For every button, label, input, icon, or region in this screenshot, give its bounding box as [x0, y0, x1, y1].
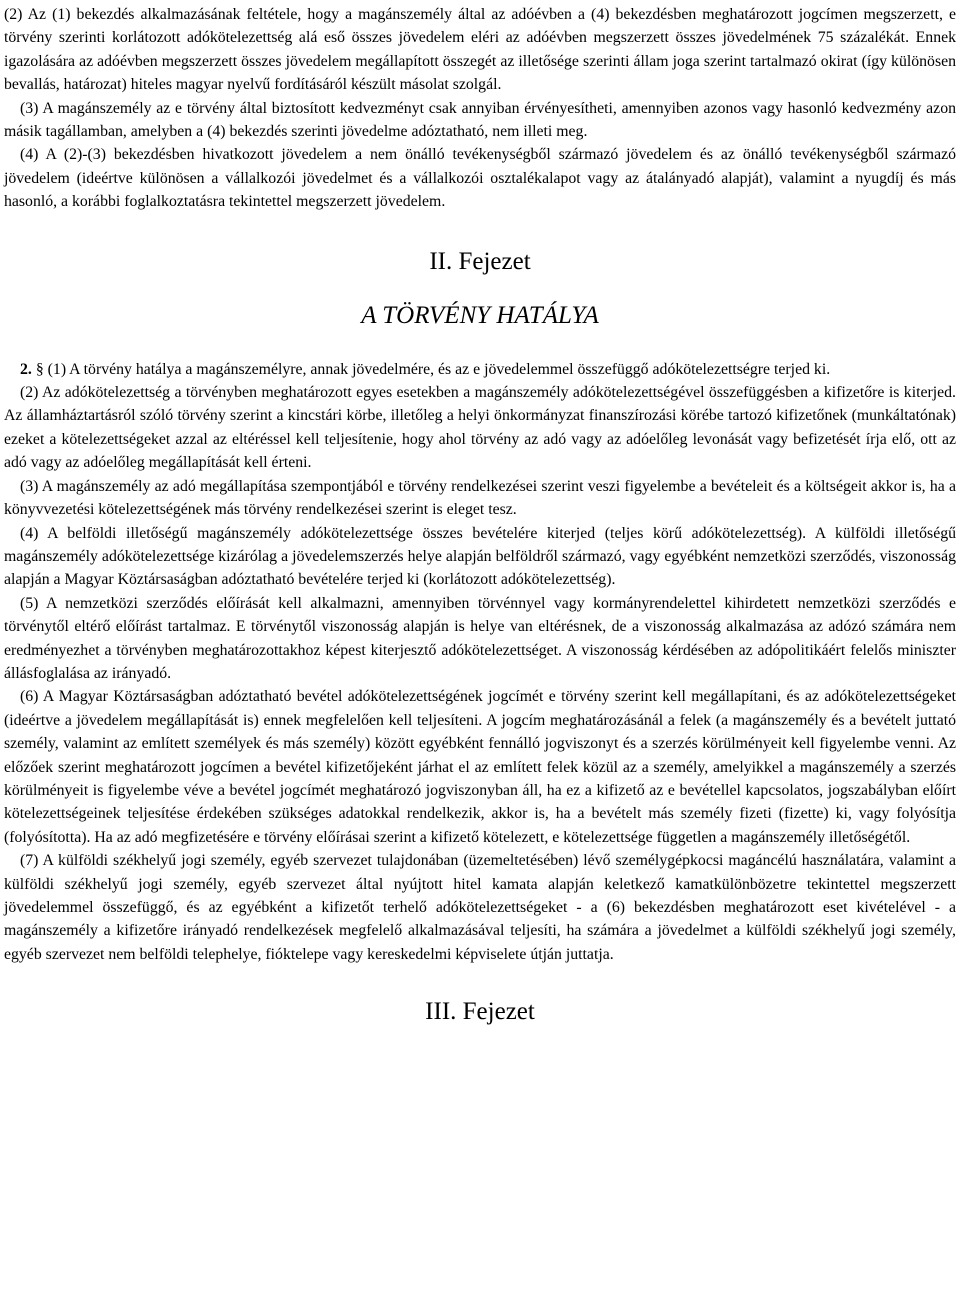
section-2-paragraph-5: (5) A nemzetközi szerződés előírását kell alkalmazni, amennyiben törvénnyel vagy kormányrendelettel kihirdetett nemzetközi szerződés e törvénytől eltérő előírást tartalmaz. E törvénytől viszonosság alapján is helye van eltérésnek, de a viszonosság alkalmazása az adózó számára nem eredményezhet a törvényben meghatározottakhoz képest kiterjesztő adókötelezettséget. A viszonosság kérdésében az adópolitikáért felelős miniszter állásfoglalása az irányadó. — [4, 594, 956, 682]
section-2-paragraph-2: (2) Az adókötelezettség a törvényben meghatározott egyes esetekben a magánszemély adókötelezettségével összefüggésben a kifizetőre is kiterjed. Az államháztartásról szóló törvény szerint a kincstári körbe, illetőleg a helyi önkormányzat finanszírozási körébe tartozó kifizetőnek (munkáltatónak) ezeket a kötelezettségeket azzal az eltéréssel kell teljesítenie, hogy ahol törvény az adó vagy az adóelőleg levonását vagy befizetését írja elő, ott az adó vagy az adóelőleg megállapítását kell érteni. — [4, 384, 956, 472]
section-2-paragraph-1 — [4, 358, 956, 381]
paragraph-1-2: (2) Az (1) bekezdés alkalmazásának feltétele, hogy a magánszemély által az adóévben a (4) bekezdésben meghatározott jogcímen megszerzett, e törvény szerinti korlátozott adókötelezettség alá eső összes jövedelem eléri az adóévben megszerzett összes jövedelmének 75 százalékát. Ennek igazolására az adóévben megszerzett összes jövedelem megállapított összegét az illetősége szerinti állam joga szerint tartalmazó okirat (így különösen bevallás, határozat) hiteles magyar nyelvű fordításáról készült másolat szolgál. — [4, 6, 956, 94]
section-2-paragraph-4: (4) A belföldi illetőségű magánszemély adókötelezettsége összes bevételére kiterjed (teljes körű adókötelezettség). A külföldi illetőségű magánszemély adókötelezettsége kizárólag a jövedelemszerzés helye alapján belföldről származó, vagy egyébként nemzetközi szerződés, viszonosság alapján a Magyar Köztársaságban adóztatható bevételére terjed ki (korlátozott adókötelezettség). — [4, 524, 956, 589]
chapter-2-heading: II. Fejezet — [429, 247, 531, 275]
section-number: 2. — [20, 360, 32, 378]
section-2-1-text: (1) A törvény hatálya a magánszemélyre, annak jövedelmére, és az e jövedelemmel összefüggő adókötelezettségre terjed ki. — [47, 360, 831, 378]
paragraph-1-3: (3) A magánszemély az e törvény által biztosított kedvezményt csak annyiban érvényesítheti, amennyiben azonos vagy hasonló kedvezmény azon másik tagállamban, amelyben a (4) bekezdés szerinti jövedelme adóztatható, nem illeti meg. — [4, 99, 956, 141]
paragraph-1-4: (4) A (2)-(3) bekezdésben hivatkozott jövedelem a nem önálló tevékenységből származó jövedelem és az önálló tevékenységből származó jövedelem (ideértve különösen a vállalkozói jövedelmet és a vállalkozói osztalékalapot vagy az átalányadó alapját), valamint a nyugdíj és más hasonló, a korábbi foglalkoztatásra tekintettel megszerzett jövedelem. — [4, 146, 956, 211]
section-symbol: § — [35, 360, 44, 378]
document-page — [4, 3, 956, 1027]
chapter-2-title: A TÖRVÉNY HATÁLYA — [361, 301, 599, 329]
section-2-paragraph-7: (7) A külföldi székhelyű jogi személy, egyéb szervezet tulajdonában (üzemeltetésében) lévő személygépkocsi magáncélú használatára, valamint a külföldi székhelyű jogi személy, egyéb szervezet által nyújtott hitel kamata alapján keletkező kamatkülönbözetre tekintettel megszerzett jövedelemmel összefüggő, és az egyébként a kifizetőt terhelő adókötelezettségeket - a (6) bekezdésben meghatározott eset kivételével - a magánszemély a kifizetőre irányadó rendelkezések megfelelő alkalmazásával teljesíti, ha számára a jövedelmet a külföldi székhelyű jogi személy, egyéb szervezet nem belföldi telephelye, fióktelepe vagy kereskedelmi képviselete útján juttatja. — [4, 852, 956, 963]
chapter-3-heading: III. Fejezet — [425, 998, 535, 1026]
section-2-paragraph-6: (6) A Magyar Köztársaságban adóztatható bevétel adókötelezettségének jogcímét e törvény szerint kell megállapítani, és az adókötelezettségeket (ideértve a jövedelem megállapítását is) ennek megfelelően kell teljesíteni. A jogcím meghatározásánál a felek (a magánszemély és a bevételt juttató személy, valamint az említett személyek és más személy) között egyébként fennálló jogviszonyt és a szerzés körülményeit kell figyelembe venni. Az előzőek szerint meghatározott jogcímen a bevétel kifizetőjeként járhat el az említett felek közül az a személy, amelyikkel a magánszemély a szerzés körülményeit is figyelembe véve a bevétel jogcímét meghatározó jogviszonyban áll, ha ez a kifizető az e bevétellel kapcsolatos, jogszabályban előírt kötelezettségeinek teljesítése érdekében szükséges adatokkal rendelkezik, akkor is, ha a bevételt más személy fizeti (fizette) ki, vagy folyósítja (folyósította). Ha az adó megfizetésére e törvény előírásai szerint a kifizető kötelezett, e kötelezettsége független a magánszemély illetőségétől. — [4, 688, 956, 846]
section-2-paragraph-3: (3) A magánszemély az adó megállapítása szempontjából e törvény rendelkezései szerint veszi figyelembe a bevételeit és a költségeit akkor is, ha a könyvvezetési kötelezettségének más törvény rendelkezései szerint is eleget tesz. — [4, 477, 956, 519]
